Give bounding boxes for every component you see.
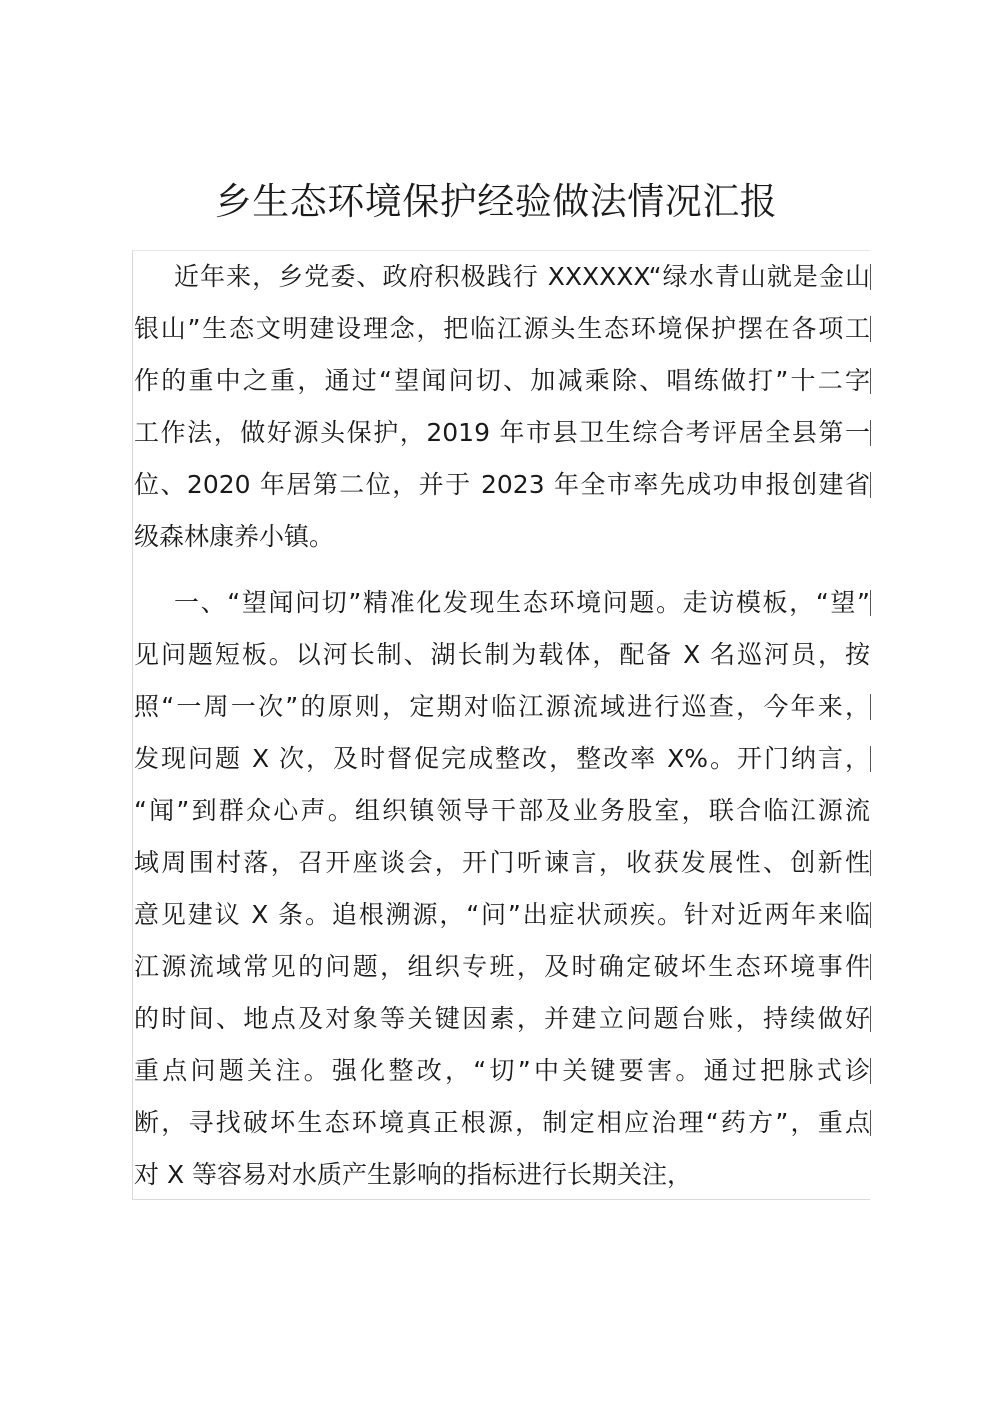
text-line: 重点问题关注。强化整改，“切”中关键要害。通过把脉式诊 xyxy=(134,1056,870,1085)
text-line: 域周围村落，召开座谈会，开门听谏言，收获发展性、创新性 xyxy=(134,848,870,877)
text-line: 级森林康养小镇。 xyxy=(134,522,335,551)
text-line: 发现问题 X 次，及时督促完成整改，整改率 X%。开门纳言， xyxy=(134,744,870,773)
paragraph-section-one xyxy=(134,577,870,1201)
text-line: 对 X 等容易对水质产生影响的指标进行长期关注， xyxy=(134,1160,693,1189)
text-line: 的时间、地点及对象等关键因素，并建立问题台账，持续做好 xyxy=(134,1004,870,1033)
text-line: 照“一周一次”的原则，定期对临江源流域进行巡查，今年来， xyxy=(134,692,870,721)
text-line: 见问题短板。以河长制、湖长制为载体，配备 X 名巡河员，按 xyxy=(134,640,870,669)
text-line: 意见建议 X 条。追根溯源，“问”出症状顽疾。针对近两年来临 xyxy=(134,900,870,929)
text-line: 工作法，做好源头保护，2019 年市县卫生综合考评居全县第一 xyxy=(134,418,870,447)
text-line: 银山”生态文明建设理念，把临江源头生态环境保护摆在各项工 xyxy=(134,314,870,343)
document-title: 乡生态环境保护经验做法情况汇报 xyxy=(214,180,778,223)
text-line: 断，寻找破坏生态环境真正根源，制定相应治理“药方”，重点 xyxy=(134,1108,870,1137)
text-line: 江源流域常见的问题，组织专班，及时确定破坏生态环境事件 xyxy=(134,952,870,981)
text-line: 一、“望闻问切”精准化发现生态环境问题。走访模板，“望” xyxy=(174,588,870,617)
paragraph-intro xyxy=(134,251,870,563)
text-line: “闻”到群众心声。组织镇领导干部及业务股室，联合临江源流 xyxy=(134,796,870,825)
text-line: 作的重中之重，通过“望闻问切、加减乘除、唱练做打”十二字 xyxy=(134,366,870,395)
text-line: 近年来，乡党委、政府积极践行 XXXXXX“绿水青山就是金山 xyxy=(174,262,870,291)
text-line: 位、2020 年居第二位，并于 2023 年全市率先成功申报创建省 xyxy=(134,470,870,499)
